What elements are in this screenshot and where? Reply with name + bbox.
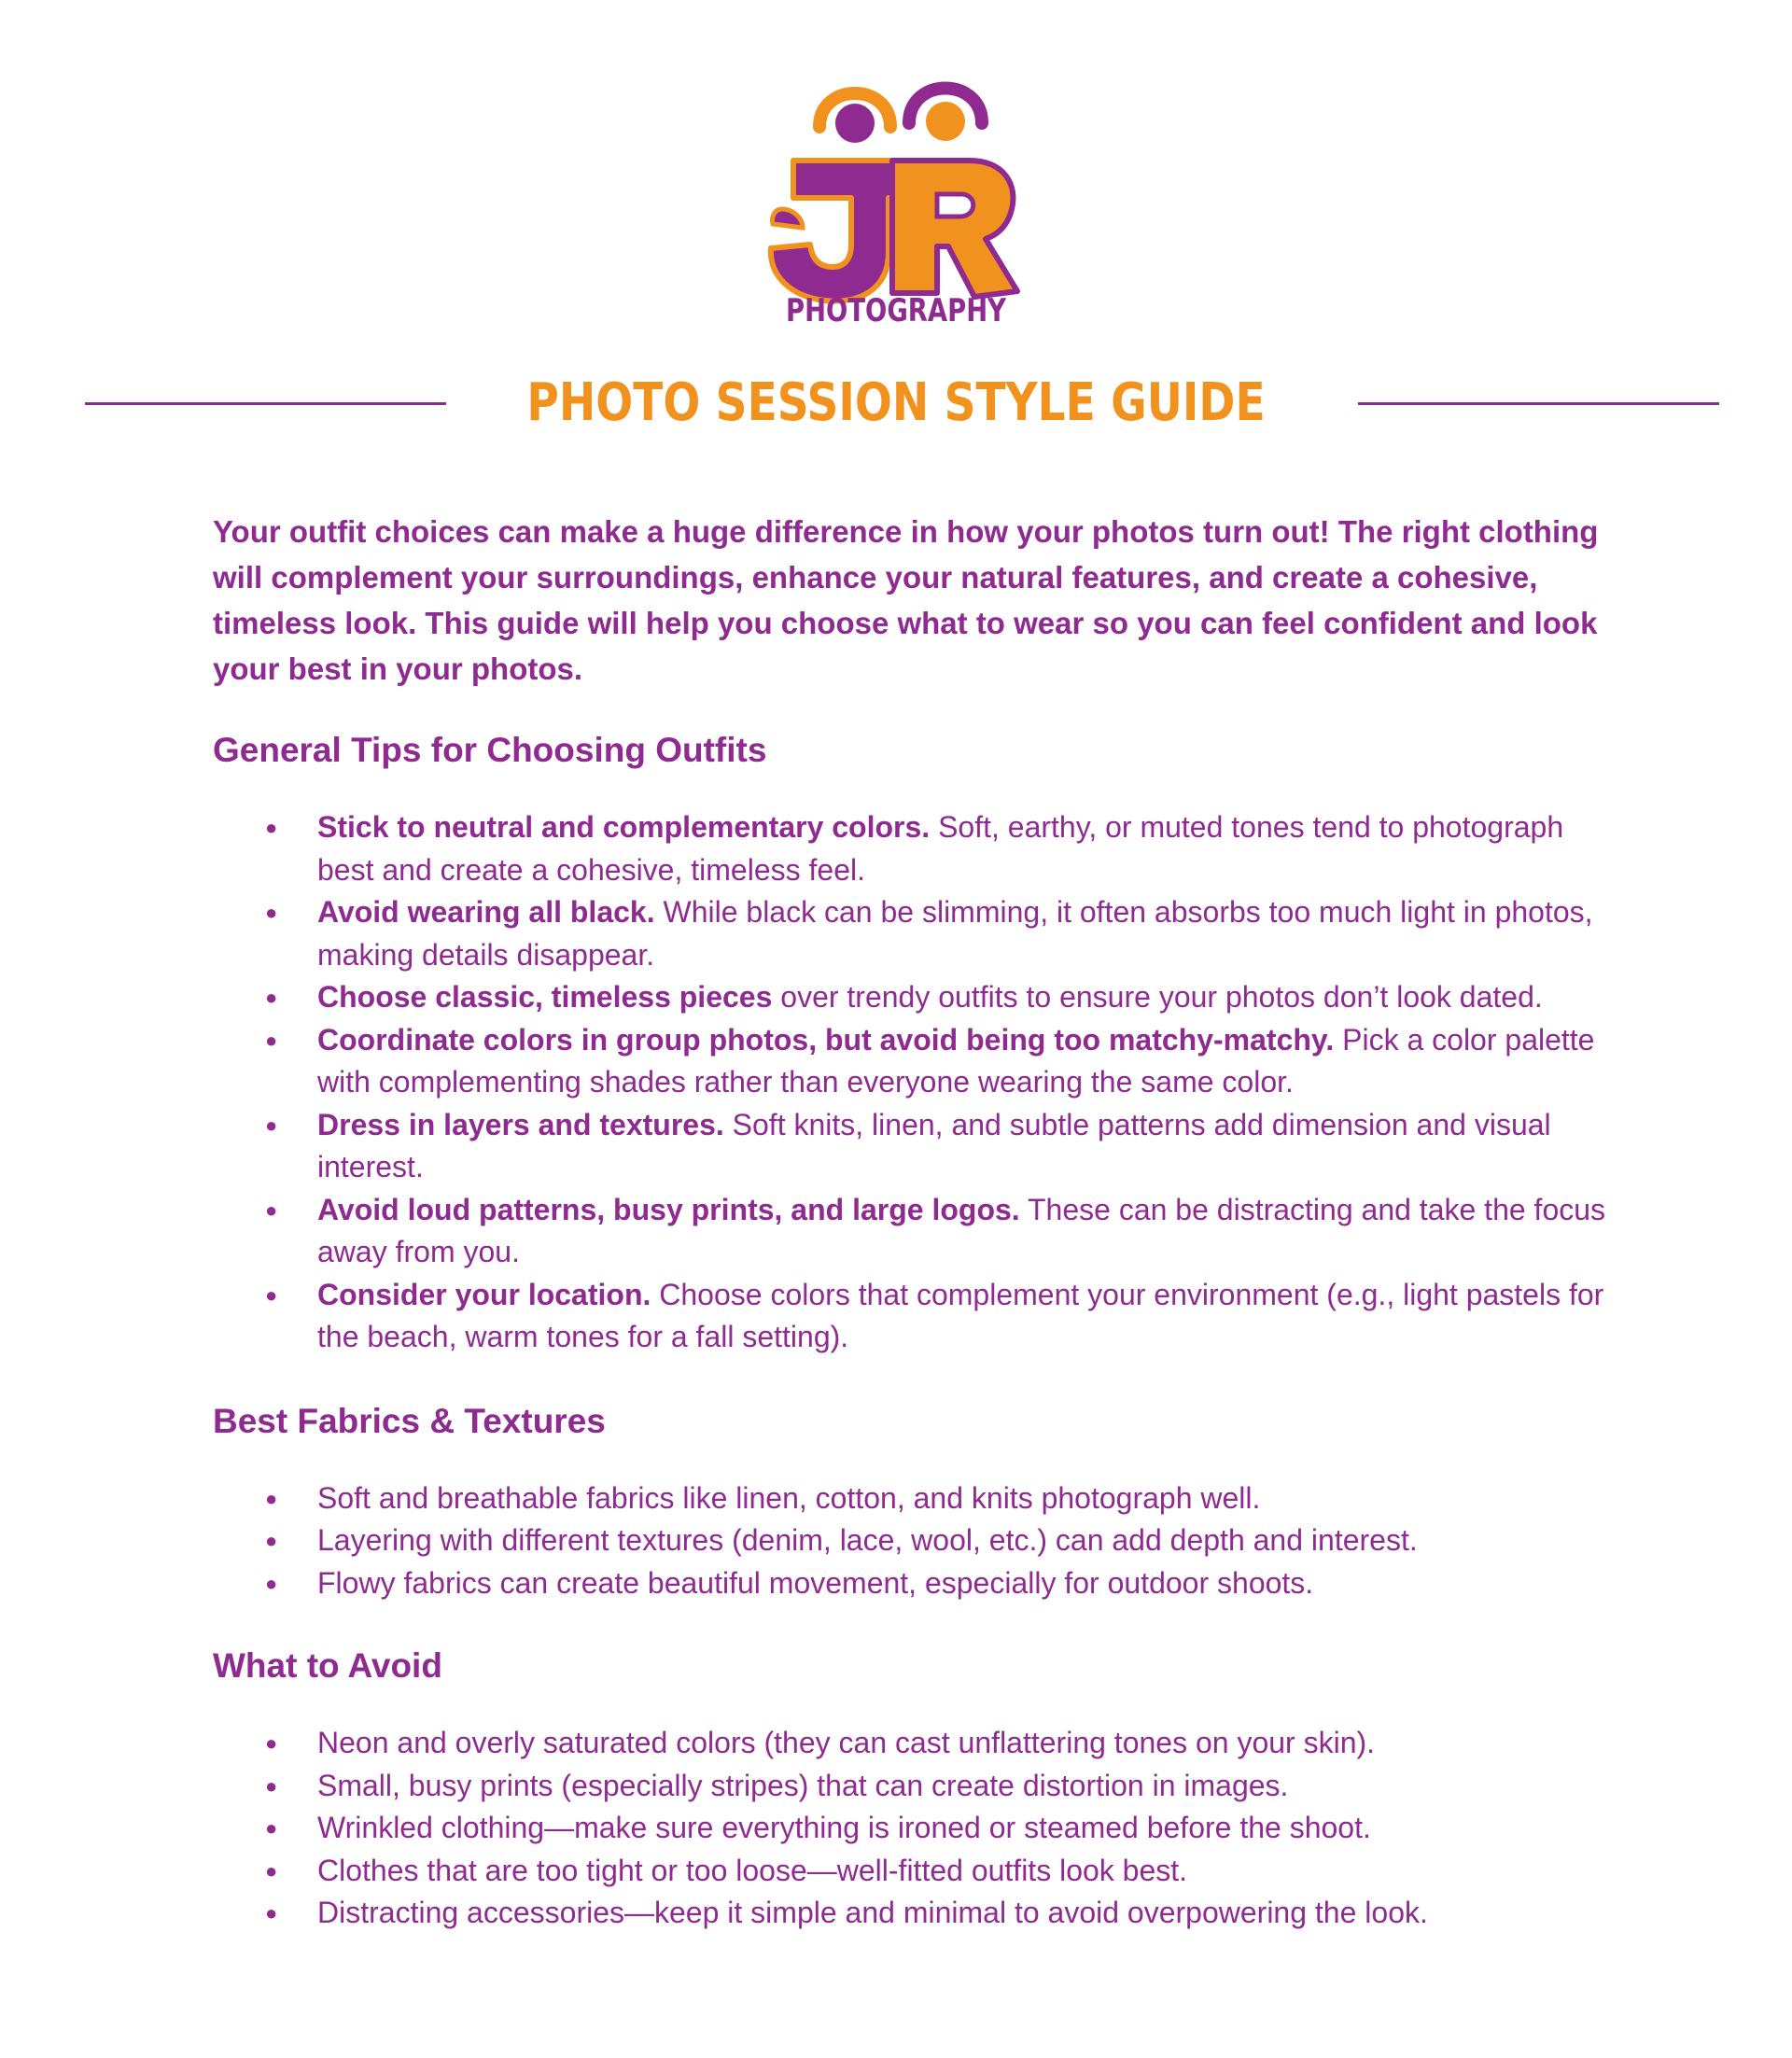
list-item: ● Soft and breathable fabrics like linen, cotton, and knits photograph well. xyxy=(213,1477,1613,1520)
title-rule-right xyxy=(1358,402,1719,405)
list-item: ● Flowy fabrics can create beautiful movement, especially for outdoor shoots. xyxy=(213,1562,1613,1605)
list-item: ● Distracting accessories—keep it simple and minimal to avoid overpowering the look. xyxy=(213,1892,1613,1935)
list-item: ● Avoid wearing all black. While black can be slimming, it often absorbs too much light in photos, making details disappear. xyxy=(213,891,1613,976)
jr-photography-logo xyxy=(765,69,1027,327)
logo-wordmark: PHOTOGRAPHY xyxy=(786,292,1007,329)
page-title: PHOTO SESSION STYLE GUIDE xyxy=(526,372,1266,433)
list-item: ● Stick to neutral and complementary colors. Soft, earthy, or muted tones tend to photograph best and create a cohesive, timeless feel. xyxy=(213,806,1613,891)
fabrics-list xyxy=(213,1477,1613,1605)
title-row xyxy=(0,364,1792,448)
avoid-list xyxy=(213,1722,1613,1935)
list-item: ● Consider your location. Choose colors that complement your environment (e.g., light pastels for the beach, warm tones for a fall setting). xyxy=(213,1274,1613,1359)
list-item: ● Avoid loud patterns, busy prints, and large logos. These can be distracting and take the focus away from you. xyxy=(213,1189,1613,1274)
list-item: ● Wrinkled clothing—make sure everything is ironed or steamed before the shoot. xyxy=(213,1807,1613,1850)
section-heading-fabrics: Best Fabrics & Textures xyxy=(213,1401,606,1440)
list-item: ● Coordinate colors in group photos, but avoid being too matchy-matchy. Pick a color palette with complementing shades rather than everyone wearing the same color. xyxy=(213,1019,1613,1104)
intro-paragraph: Your outfit choices can make a huge difference in how your photos turn out! The right clothing will complement your surroundings, enhance your natural features, and create a cohesive, timeless look. This guide will help you choose what to wear so you can feel confident and look your best in your photos. xyxy=(213,514,1599,686)
section-heading-avoid: What to Avoid xyxy=(213,1646,442,1685)
list-item: ● Dress in layers and textures. Soft knits, linen, and subtle patterns add dimension and visual interest. xyxy=(213,1104,1613,1189)
section-heading-general-tips: General Tips for Choosing Outfits xyxy=(213,731,767,769)
guide-content xyxy=(213,509,1613,1935)
list-item: ● Choose classic, timeless pieces over trendy outfits to ensure your photos don’t look dated. xyxy=(213,976,1613,1019)
list-item: ● Layering with different textures (denim, lace, wool, etc.) can add depth and interest. xyxy=(213,1519,1613,1562)
list-item: ● Small, busy prints (especially stripes) that can create distortion in images. xyxy=(213,1765,1613,1808)
list-item: ● Neon and overly saturated colors (they can cast unflattering tones on your skin). xyxy=(213,1722,1613,1765)
list-item: ● Clothes that are too tight or too loose—well-fitted outfits look best. xyxy=(213,1850,1613,1893)
general-tips-list xyxy=(213,806,1613,1359)
